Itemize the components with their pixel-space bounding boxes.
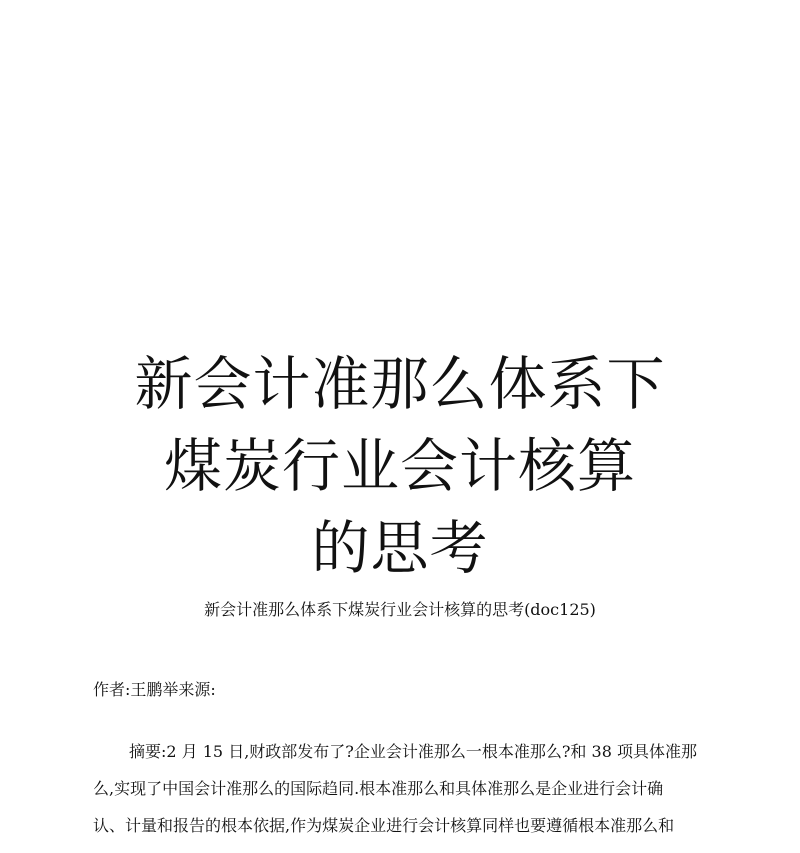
abstract-line-1: 摘要:2 月 15 日,财政部发布了?企业会计准那么一根本准那么?和 38 项具体准那	[129, 742, 697, 761]
title-line-3: 的思考	[311, 514, 489, 582]
document-subtitle: 新会计准那么体系下煤炭行业会计核算的思考(doc125)	[204, 600, 596, 619]
document-title	[0, 343, 800, 589]
abstract-paragraph	[93, 733, 713, 844]
title-line-1: 新会计准那么体系下	[134, 350, 666, 418]
title-line-2: 煤炭行业会计核算	[163, 432, 636, 500]
abstract-line-3: 认、计量和报告的根本依据,作为煤炭企业进行会计核算同样也要遵循根本准那么和	[93, 816, 675, 835]
abstract-line-2: 么,实现了中国会计准那么的国际趋同.根本准那么和具体准那么是企业进行会计确	[93, 779, 664, 798]
author-line: 作者:王鹏举来源:	[93, 680, 216, 699]
